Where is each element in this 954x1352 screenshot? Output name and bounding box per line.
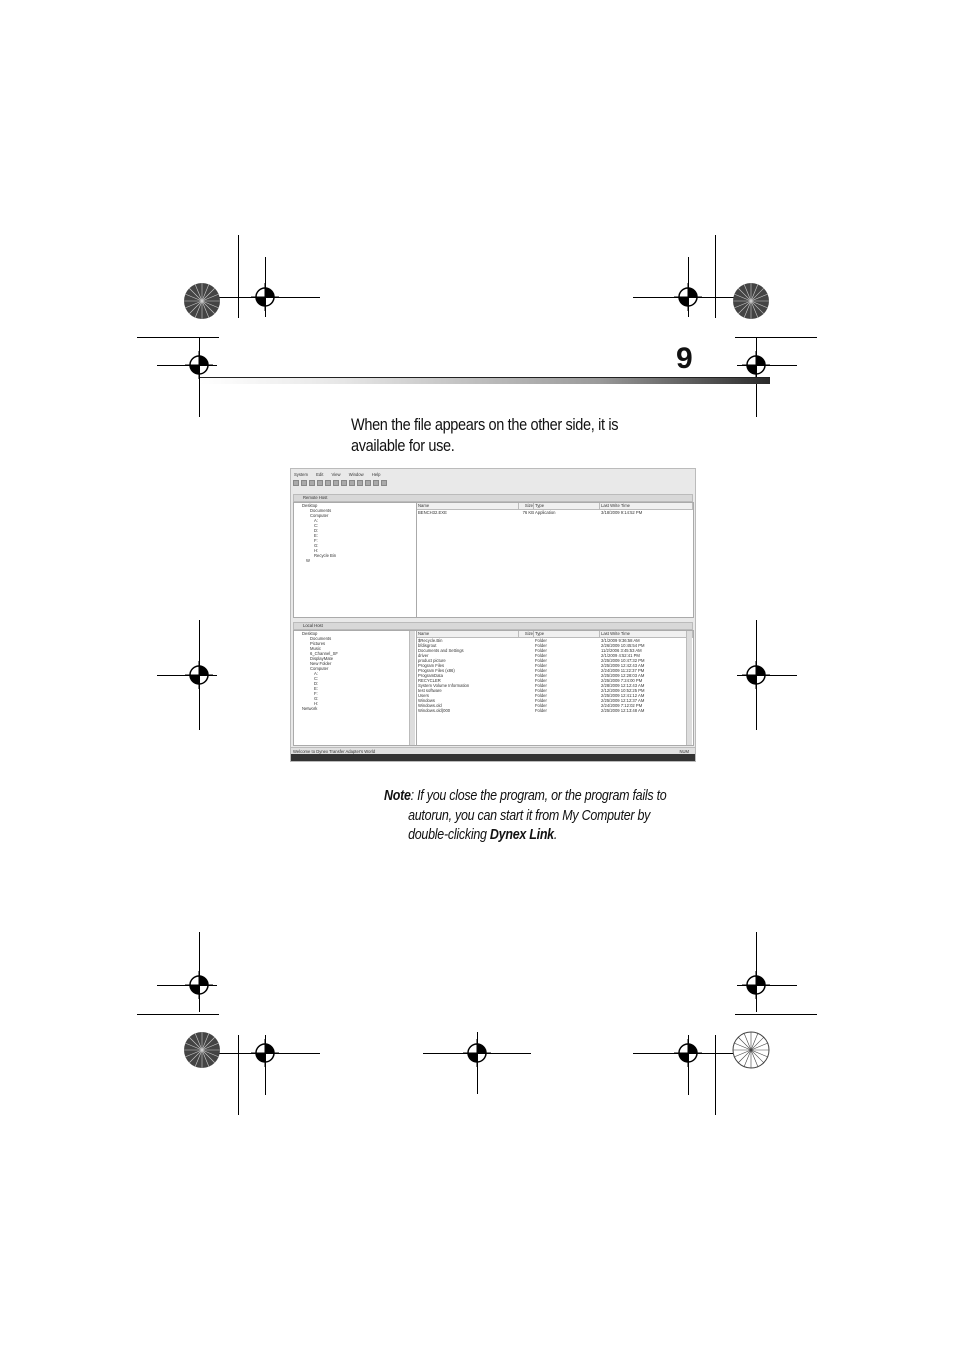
table-row[interactable]: Windows.old Folder 2/24/2009 7:12:02 PM [418, 703, 643, 708]
local-tree[interactable] [293, 630, 417, 746]
tree-item[interactable]: A: [314, 671, 318, 676]
tree-item[interactable]: H: [314, 701, 319, 706]
toolbar [293, 480, 413, 488]
menu-item[interactable]: View [331, 472, 341, 477]
body-paragraph: When the file appears on the other side, it is available for use. [351, 416, 619, 455]
toolbar-button[interactable] [341, 480, 347, 486]
toolbar-button[interactable] [373, 480, 379, 486]
registration-target-icon [674, 1039, 702, 1067]
table-row[interactable]: Program Files Folder 2/25/2009 12:42:43 AM [418, 663, 645, 668]
table-row[interactable]: $Recycle.Bin Folder 3/1/2009 9:36:58 AM [418, 638, 640, 643]
scrollbar[interactable] [686, 631, 692, 745]
menu-bar [291, 472, 695, 479]
table-row[interactable]: BENCH32.EXE 76 KB Application 3/18/2009 9:14:52 PM [418, 510, 643, 515]
tree-item[interactable]: G: [314, 696, 319, 701]
table-row[interactable]: Windows Folder 2/25/2009 12:12:37 AM [418, 698, 645, 703]
star-target-icon [732, 1031, 770, 1069]
registration-target-icon [251, 1039, 279, 1067]
tree-item[interactable]: Pictures [310, 641, 326, 646]
list-header: Name Size Type Last Write Time [417, 503, 693, 510]
tree-item[interactable]: New Folder [310, 661, 332, 666]
tree-item[interactable]: 6_Channel_SF [310, 651, 338, 656]
star-target-icon [732, 282, 770, 320]
taskbar [291, 754, 695, 761]
menu-item[interactable]: Help [371, 472, 381, 477]
note-label: Note [384, 788, 411, 804]
tree-item[interactable]: E: [314, 533, 318, 538]
crop-mark [137, 337, 219, 338]
crop-mark [715, 1035, 716, 1115]
table-row[interactable]: product picture Folder 2/25/2009 10:47:32 PM [418, 658, 645, 663]
status-text: Welcome to Dynex Transfer Adapter's World [293, 749, 376, 754]
app-screenshot [290, 468, 696, 762]
table-row[interactable]: Documents and Settings Folder 11/2/2006 3:45:53 AM [418, 648, 642, 653]
tree-item[interactable]: F: [314, 538, 318, 543]
registration-target-icon [742, 971, 770, 999]
table-row[interactable]: Users Folder 2/25/2009 12:41:12 AM [418, 693, 645, 698]
registration-target-icon [185, 351, 213, 379]
tree-item[interactable]: Documents [310, 636, 332, 641]
local-pane-title: Local Host [293, 622, 693, 630]
page-number: 9 [676, 342, 693, 375]
tree-item[interactable]: Desktop [302, 503, 318, 508]
registration-target-icon [742, 661, 770, 689]
remote-tree[interactable] [293, 502, 417, 618]
crop-mark [735, 1014, 817, 1015]
toolbar-button[interactable] [333, 480, 339, 486]
table-row[interactable]: ProgramData Folder 2/25/2009 12:28:03 AM [418, 673, 645, 678]
tree-item[interactable]: Network [302, 706, 318, 711]
toolbar-button[interactable] [349, 480, 355, 486]
list-header: Name Size Type Last Write Time [417, 631, 693, 638]
scrollbar[interactable] [409, 631, 415, 745]
toolbar-button[interactable] [365, 480, 371, 486]
toolbar-button[interactable] [309, 480, 315, 486]
toolbar-button[interactable] [317, 480, 323, 486]
tree-item[interactable]: Music [310, 646, 321, 651]
toolbar-button[interactable] [357, 480, 363, 486]
tooltip: Recycle Bin [314, 553, 337, 558]
crop-mark [735, 337, 817, 338]
crop-mark [238, 235, 239, 318]
toolbar-button[interactable] [301, 480, 307, 486]
table-row[interactable]: test software Folder 2/12/2009 10:52:25 PM [418, 688, 645, 693]
note-line-1: : If you close the program, or the program fails to [410, 788, 667, 804]
note-paragraph [384, 787, 676, 846]
tree-item[interactable]: D: [314, 528, 319, 533]
tree-item[interactable]: G: [314, 543, 319, 548]
tree-item[interactable]: Computer [310, 513, 329, 518]
table-row[interactable]: Windows.old(000 Folder 2/25/2009 12:13:48 AM [418, 708, 645, 713]
registration-target-icon [185, 971, 213, 999]
crop-mark [715, 235, 716, 318]
tree-item[interactable]: Documents [310, 508, 332, 513]
crop-mark [238, 1035, 239, 1115]
tree-item[interactable]: F: [314, 691, 318, 696]
table-row[interactable]: RECYCLER Folder 2/25/2009 7:24:00 PM [418, 678, 643, 683]
tree-item[interactable]: DisplayMate [310, 656, 334, 661]
table-row[interactable]: driver Folder 2/1/2009 4:52:41 PM [418, 653, 640, 658]
crop-mark [137, 1014, 219, 1015]
remote-pane-title: Remote Host [293, 494, 693, 502]
tree-item[interactable]: D: [314, 681, 319, 686]
registration-target-icon [463, 1039, 491, 1067]
tree-item[interactable]: A: [314, 518, 318, 523]
star-target-icon [183, 1031, 221, 1069]
toolbar-button[interactable] [381, 480, 387, 486]
status-num: NUM [679, 749, 689, 754]
header-bar [200, 377, 770, 384]
table-row[interactable]: Program Files (x86) Folder 2/24/2009 11:22:37 PM [418, 668, 645, 673]
star-target-icon [183, 282, 221, 320]
toolbar-button[interactable] [325, 480, 331, 486]
table-row[interactable]: System Volume Information Folder 2/28/2009 12:12:43 AM [418, 683, 645, 688]
registration-target-icon [185, 661, 213, 689]
tree-item[interactable]: Computer [310, 666, 329, 671]
tree-item[interactable]: W [306, 558, 310, 563]
toolbar-button[interactable] [293, 480, 299, 486]
note-line-2: autorun, you can start it from My Computer by [408, 807, 651, 824]
menu-item[interactable]: Window [348, 472, 364, 477]
tree-item[interactable]: C: [314, 676, 319, 681]
table-row[interactable]: bfdisgrout Folder 2/26/2009 10:45:54 PM [418, 643, 645, 648]
tree-item[interactable]: Desktop [302, 631, 318, 636]
header-rule [200, 377, 770, 378]
menu-item[interactable]: Edit [316, 472, 324, 477]
note-bold: Dynex Link [489, 827, 554, 843]
local-file-list[interactable] [416, 630, 694, 746]
registration-target-icon [674, 283, 702, 311]
menu-item[interactable]: System [294, 472, 308, 477]
note-line-3: double-clicking Dynex Link. [408, 827, 558, 843]
registration-target-icon [251, 283, 279, 311]
remote-file-list[interactable] [416, 502, 694, 618]
tree-item[interactable]: H: [314, 548, 319, 553]
tree-item[interactable]: E: [314, 686, 318, 691]
tree-item[interactable]: C: [314, 523, 319, 528]
registration-target-icon [742, 351, 770, 379]
